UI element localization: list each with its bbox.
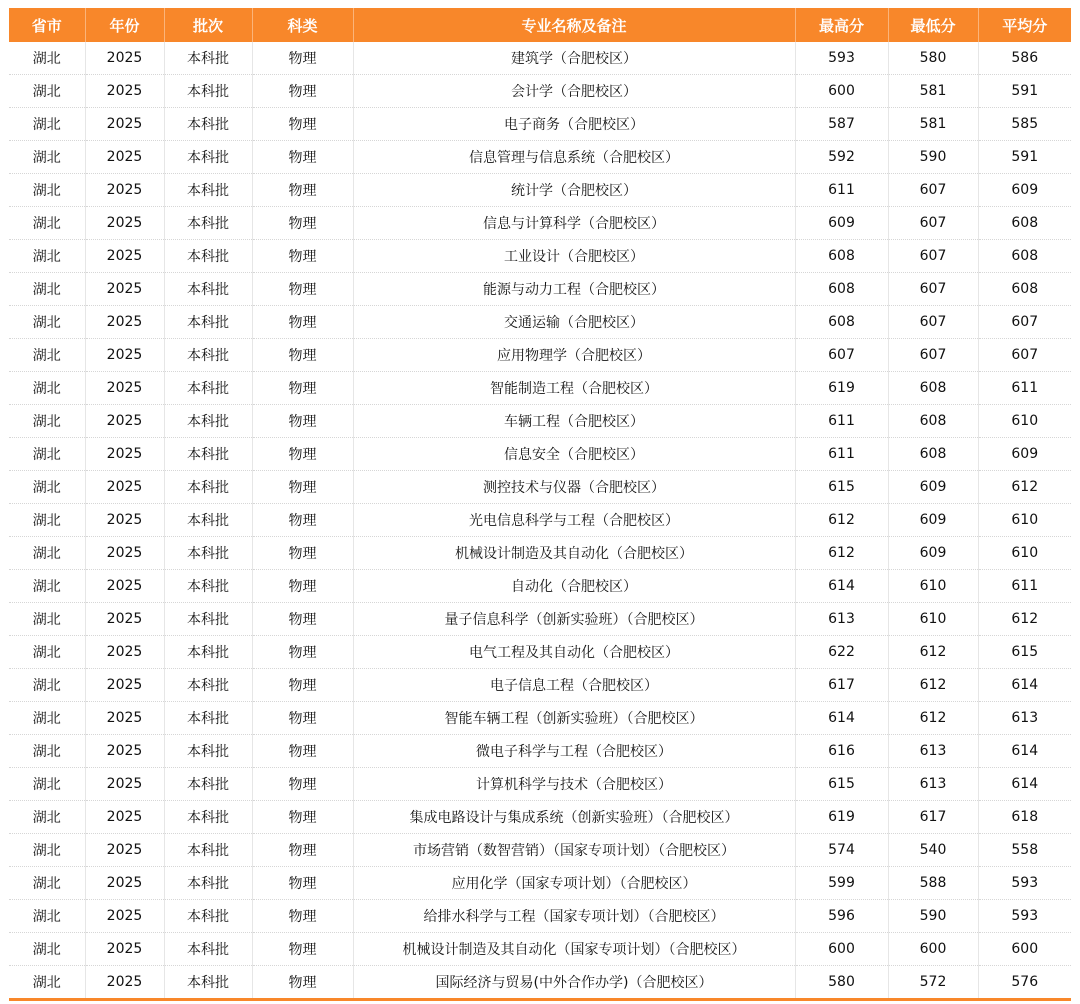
cell-batch: 本科批 <box>164 372 252 405</box>
cell-avg-score: 614 <box>978 669 1071 702</box>
table-row <box>9 240 1071 273</box>
cell-min-score: 608 <box>888 372 978 405</box>
cell-subject-type: 物理 <box>252 372 353 405</box>
cell-major-name: 交通运输（合肥校区） <box>353 306 795 339</box>
cell-min-score: 607 <box>888 240 978 273</box>
cell-min-score: 608 <box>888 438 978 471</box>
cell-province: 湖北 <box>9 669 85 702</box>
cell-major-name: 应用物理学（合肥校区） <box>353 339 795 372</box>
cell-major-name: 能源与动力工程（合肥校区） <box>353 273 795 306</box>
table-row <box>9 42 1071 75</box>
cell-avg-score: 608 <box>978 240 1071 273</box>
cell-min-score: 609 <box>888 471 978 504</box>
cell-major-name: 机械设计制造及其自动化（合肥校区） <box>353 537 795 570</box>
cell-min-score: 610 <box>888 603 978 636</box>
cell-province: 湖北 <box>9 537 85 570</box>
header-avg-score: 平均分 <box>978 8 1071 42</box>
cell-batch: 本科批 <box>164 108 252 141</box>
cell-max-score: 615 <box>795 471 888 504</box>
cell-batch: 本科批 <box>164 537 252 570</box>
cell-min-score: 609 <box>888 504 978 537</box>
cell-min-score: 581 <box>888 75 978 108</box>
cell-avg-score: 614 <box>978 768 1071 801</box>
cell-year: 2025 <box>85 702 164 735</box>
header-batch: 批次 <box>164 8 252 42</box>
cell-major-name: 智能车辆工程（创新实验班）（合肥校区） <box>353 702 795 735</box>
cell-major-name: 电子商务（合肥校区） <box>353 108 795 141</box>
table-row <box>9 372 1071 405</box>
cell-subject-type: 物理 <box>252 735 353 768</box>
cell-avg-score: 615 <box>978 636 1071 669</box>
cell-subject-type: 物理 <box>252 207 353 240</box>
cell-year: 2025 <box>85 405 164 438</box>
cell-avg-score: 609 <box>978 438 1071 471</box>
cell-major-name: 车辆工程（合肥校区） <box>353 405 795 438</box>
cell-max-score: 599 <box>795 867 888 900</box>
cell-batch: 本科批 <box>164 801 252 834</box>
cell-major-name: 测控技术与仪器（合肥校区） <box>353 471 795 504</box>
table-row <box>9 669 1071 702</box>
cell-major-name: 信息安全（合肥校区） <box>353 438 795 471</box>
cell-avg-score: 591 <box>978 75 1071 108</box>
cell-batch: 本科批 <box>164 240 252 273</box>
table-row <box>9 603 1071 636</box>
cell-max-score: 614 <box>795 570 888 603</box>
cell-batch: 本科批 <box>164 867 252 900</box>
cell-min-score: 610 <box>888 570 978 603</box>
table-row <box>9 834 1071 867</box>
cell-batch: 本科批 <box>164 207 252 240</box>
cell-major-name: 统计学（合肥校区） <box>353 174 795 207</box>
cell-batch: 本科批 <box>164 75 252 108</box>
cell-province: 湖北 <box>9 75 85 108</box>
cell-batch: 本科批 <box>164 768 252 801</box>
cell-major-name: 给排水科学与工程（国家专项计划）（合肥校区） <box>353 900 795 933</box>
cell-max-score: 611 <box>795 405 888 438</box>
cell-subject-type: 物理 <box>252 669 353 702</box>
cell-province: 湖北 <box>9 900 85 933</box>
admission-scores-table-container <box>9 8 1071 1001</box>
cell-subject-type: 物理 <box>252 306 353 339</box>
cell-subject-type: 物理 <box>252 801 353 834</box>
cell-min-score: 607 <box>888 339 978 372</box>
cell-subject-type: 物理 <box>252 834 353 867</box>
table-bottom-rule <box>9 998 1071 1001</box>
cell-subject-type: 物理 <box>252 702 353 735</box>
cell-subject-type: 物理 <box>252 42 353 75</box>
cell-major-name: 自动化（合肥校区） <box>353 570 795 603</box>
cell-year: 2025 <box>85 438 164 471</box>
cell-batch: 本科批 <box>164 273 252 306</box>
table-row <box>9 174 1071 207</box>
cell-year: 2025 <box>85 108 164 141</box>
cell-max-score: 608 <box>795 273 888 306</box>
cell-major-name: 国际经济与贸易(中外合作办学)（合肥校区） <box>353 966 795 999</box>
cell-province: 湖北 <box>9 273 85 306</box>
cell-max-score: 607 <box>795 339 888 372</box>
cell-max-score: 622 <box>795 636 888 669</box>
table-row <box>9 537 1071 570</box>
table-row <box>9 75 1071 108</box>
cell-avg-score: 593 <box>978 900 1071 933</box>
cell-major-name: 建筑学（合肥校区） <box>353 42 795 75</box>
admission-scores-table <box>9 8 1071 998</box>
cell-avg-score: 611 <box>978 570 1071 603</box>
cell-major-name: 智能制造工程（合肥校区） <box>353 372 795 405</box>
table-row <box>9 801 1071 834</box>
cell-year: 2025 <box>85 207 164 240</box>
table-row <box>9 702 1071 735</box>
cell-year: 2025 <box>85 75 164 108</box>
cell-batch: 本科批 <box>164 339 252 372</box>
cell-province: 湖北 <box>9 834 85 867</box>
cell-min-score: 540 <box>888 834 978 867</box>
cell-avg-score: 593 <box>978 867 1071 900</box>
cell-year: 2025 <box>85 174 164 207</box>
cell-avg-score: 600 <box>978 933 1071 966</box>
cell-max-score: 600 <box>795 933 888 966</box>
header-province: 省市 <box>9 8 85 42</box>
cell-avg-score: 586 <box>978 42 1071 75</box>
cell-batch: 本科批 <box>164 702 252 735</box>
cell-year: 2025 <box>85 372 164 405</box>
cell-subject-type: 物理 <box>252 636 353 669</box>
cell-province: 湖北 <box>9 768 85 801</box>
cell-min-score: 613 <box>888 768 978 801</box>
table-body <box>9 42 1071 998</box>
cell-max-score: 617 <box>795 669 888 702</box>
table-row <box>9 471 1071 504</box>
cell-max-score: 619 <box>795 372 888 405</box>
cell-province: 湖北 <box>9 603 85 636</box>
cell-batch: 本科批 <box>164 966 252 999</box>
cell-province: 湖北 <box>9 438 85 471</box>
cell-min-score: 608 <box>888 405 978 438</box>
cell-batch: 本科批 <box>164 405 252 438</box>
cell-major-name: 会计学（合肥校区） <box>353 75 795 108</box>
cell-min-score: 580 <box>888 42 978 75</box>
cell-major-name: 应用化学（国家专项计划）（合肥校区） <box>353 867 795 900</box>
cell-avg-score: 609 <box>978 174 1071 207</box>
cell-year: 2025 <box>85 834 164 867</box>
cell-subject-type: 物理 <box>252 933 353 966</box>
cell-max-score: 615 <box>795 768 888 801</box>
cell-province: 湖北 <box>9 240 85 273</box>
cell-subject-type: 物理 <box>252 273 353 306</box>
cell-subject-type: 物理 <box>252 141 353 174</box>
cell-max-score: 619 <box>795 801 888 834</box>
cell-min-score: 612 <box>888 702 978 735</box>
cell-province: 湖北 <box>9 141 85 174</box>
cell-subject-type: 物理 <box>252 768 353 801</box>
cell-year: 2025 <box>85 768 164 801</box>
cell-avg-score: 612 <box>978 603 1071 636</box>
table-row <box>9 438 1071 471</box>
cell-avg-score: 585 <box>978 108 1071 141</box>
cell-min-score: 607 <box>888 306 978 339</box>
cell-major-name: 电子信息工程（合肥校区） <box>353 669 795 702</box>
cell-max-score: 611 <box>795 438 888 471</box>
cell-avg-score: 611 <box>978 372 1071 405</box>
cell-batch: 本科批 <box>164 141 252 174</box>
cell-avg-score: 558 <box>978 834 1071 867</box>
cell-subject-type: 物理 <box>252 438 353 471</box>
cell-subject-type: 物理 <box>252 405 353 438</box>
cell-subject-type: 物理 <box>252 900 353 933</box>
cell-max-score: 612 <box>795 537 888 570</box>
header-row <box>9 8 1071 42</box>
cell-year: 2025 <box>85 339 164 372</box>
cell-province: 湖北 <box>9 372 85 405</box>
cell-province: 湖北 <box>9 735 85 768</box>
cell-avg-score: 614 <box>978 735 1071 768</box>
cell-max-score: 608 <box>795 240 888 273</box>
cell-province: 湖北 <box>9 471 85 504</box>
table-row <box>9 867 1071 900</box>
cell-avg-score: 613 <box>978 702 1071 735</box>
cell-min-score: 617 <box>888 801 978 834</box>
table-row <box>9 735 1071 768</box>
cell-min-score: 590 <box>888 900 978 933</box>
cell-batch: 本科批 <box>164 570 252 603</box>
cell-avg-score: 607 <box>978 339 1071 372</box>
cell-avg-score: 612 <box>978 471 1071 504</box>
cell-avg-score: 591 <box>978 141 1071 174</box>
table-row <box>9 768 1071 801</box>
cell-major-name: 信息管理与信息系统（合肥校区） <box>353 141 795 174</box>
cell-year: 2025 <box>85 735 164 768</box>
cell-max-score: 592 <box>795 141 888 174</box>
cell-subject-type: 物理 <box>252 603 353 636</box>
table-row <box>9 966 1071 999</box>
cell-max-score: 609 <box>795 207 888 240</box>
cell-major-name: 机械设计制造及其自动化（国家专项计划）（合肥校区） <box>353 933 795 966</box>
cell-avg-score: 610 <box>978 537 1071 570</box>
cell-max-score: 613 <box>795 603 888 636</box>
cell-batch: 本科批 <box>164 504 252 537</box>
header-year: 年份 <box>85 8 164 42</box>
cell-province: 湖北 <box>9 504 85 537</box>
cell-province: 湖北 <box>9 339 85 372</box>
cell-subject-type: 物理 <box>252 504 353 537</box>
cell-province: 湖北 <box>9 966 85 999</box>
cell-major-name: 工业设计（合肥校区） <box>353 240 795 273</box>
cell-province: 湖北 <box>9 207 85 240</box>
cell-subject-type: 物理 <box>252 537 353 570</box>
cell-min-score: 600 <box>888 933 978 966</box>
cell-major-name: 微电子科学与工程（合肥校区） <box>353 735 795 768</box>
cell-min-score: 607 <box>888 174 978 207</box>
table-header <box>9 8 1071 42</box>
cell-batch: 本科批 <box>164 42 252 75</box>
cell-year: 2025 <box>85 603 164 636</box>
cell-year: 2025 <box>85 42 164 75</box>
cell-batch: 本科批 <box>164 438 252 471</box>
table-row <box>9 339 1071 372</box>
cell-subject-type: 物理 <box>252 966 353 999</box>
cell-batch: 本科批 <box>164 933 252 966</box>
cell-province: 湖北 <box>9 636 85 669</box>
cell-max-score: 580 <box>795 966 888 999</box>
table-row <box>9 405 1071 438</box>
cell-subject-type: 物理 <box>252 108 353 141</box>
cell-batch: 本科批 <box>164 735 252 768</box>
cell-province: 湖北 <box>9 174 85 207</box>
cell-year: 2025 <box>85 636 164 669</box>
cell-avg-score: 618 <box>978 801 1071 834</box>
cell-min-score: 588 <box>888 867 978 900</box>
cell-batch: 本科批 <box>164 471 252 504</box>
table-row <box>9 900 1071 933</box>
cell-max-score: 612 <box>795 504 888 537</box>
cell-subject-type: 物理 <box>252 174 353 207</box>
cell-max-score: 616 <box>795 735 888 768</box>
cell-max-score: 596 <box>795 900 888 933</box>
cell-min-score: 607 <box>888 273 978 306</box>
cell-year: 2025 <box>85 504 164 537</box>
cell-province: 湖北 <box>9 405 85 438</box>
table-row <box>9 207 1071 240</box>
cell-avg-score: 576 <box>1011 974 1039 990</box>
table-row <box>9 141 1071 174</box>
cell-year: 2025 <box>85 570 164 603</box>
cell-batch: 本科批 <box>164 636 252 669</box>
header-min-score: 最低分 <box>888 8 978 42</box>
cell-major-name: 计算机科学与技术（合肥校区） <box>353 768 795 801</box>
cell-subject-type: 物理 <box>252 471 353 504</box>
cell-year: 2025 <box>85 537 164 570</box>
cell-batch: 本科批 <box>164 603 252 636</box>
cell-year: 2025 <box>85 240 164 273</box>
cell-year: 2025 <box>85 471 164 504</box>
cell-max-score: 611 <box>795 174 888 207</box>
cell-year: 2025 <box>85 669 164 702</box>
cell-min-score: 590 <box>888 141 978 174</box>
cell-major-name: 市场营销（数智营销）（国家专项计划）（合肥校区） <box>353 834 795 867</box>
cell-major-name: 信息与计算科学（合肥校区） <box>353 207 795 240</box>
cell-avg-score: 610 <box>978 504 1071 537</box>
cell-year: 2025 <box>85 867 164 900</box>
cell-year: 2025 <box>85 141 164 174</box>
cell-max-score: 608 <box>795 306 888 339</box>
cell-subject-type: 物理 <box>252 570 353 603</box>
cell-avg-score: 608 <box>978 207 1071 240</box>
cell-subject-type: 物理 <box>252 339 353 372</box>
cell-max-score: 587 <box>795 108 888 141</box>
cell-year: 2025 <box>85 801 164 834</box>
table-row <box>9 306 1071 339</box>
cell-max-score: 593 <box>795 42 888 75</box>
cell-min-score: 613 <box>888 735 978 768</box>
cell-min-score: 609 <box>888 537 978 570</box>
header-subject-type: 科类 <box>252 8 353 42</box>
cell-batch: 本科批 <box>164 174 252 207</box>
cell-year: 2025 <box>85 966 164 999</box>
cell-major-name: 电气工程及其自动化（合肥校区） <box>353 636 795 669</box>
table-row <box>9 273 1071 306</box>
cell-year: 2025 <box>85 273 164 306</box>
cell-batch: 本科批 <box>164 834 252 867</box>
cell-avg-score: 608 <box>978 273 1071 306</box>
table-row <box>9 570 1071 603</box>
cell-subject-type: 物理 <box>252 75 353 108</box>
cell-avg-score: 607 <box>978 306 1071 339</box>
cell-province: 湖北 <box>9 801 85 834</box>
cell-avg-score: 610 <box>978 405 1071 438</box>
cell-max-score: 600 <box>795 75 888 108</box>
header-max-score: 最高分 <box>795 8 888 42</box>
table-row <box>9 636 1071 669</box>
cell-year: 2025 <box>85 933 164 966</box>
cell-min-score: 572 <box>888 966 978 999</box>
cell-province: 湖北 <box>9 702 85 735</box>
table-row <box>9 933 1071 966</box>
cell-province: 湖北 <box>9 42 85 75</box>
cell-min-score: 612 <box>888 636 978 669</box>
cell-major-name: 集成电路设计与集成系统（创新实验班）（合肥校区） <box>353 801 795 834</box>
cell-min-score: 612 <box>888 669 978 702</box>
cell-year: 2025 <box>85 306 164 339</box>
cell-min-score: 581 <box>888 108 978 141</box>
cell-max-score: 614 <box>795 702 888 735</box>
cell-province: 湖北 <box>9 570 85 603</box>
cell-batch: 本科批 <box>164 306 252 339</box>
cell-max-score: 574 <box>795 834 888 867</box>
cell-major-name: 光电信息科学与工程（合肥校区） <box>353 504 795 537</box>
header-major-name: 专业名称及备注 <box>353 8 795 42</box>
table-row <box>9 504 1071 537</box>
cell-province: 湖北 <box>9 306 85 339</box>
cell-batch: 本科批 <box>164 900 252 933</box>
cell-major-name: 量子信息科学（创新实验班）（合肥校区） <box>353 603 795 636</box>
cell-province: 湖北 <box>9 867 85 900</box>
table-row <box>9 108 1071 141</box>
cell-province: 湖北 <box>9 933 85 966</box>
cell-subject-type: 物理 <box>252 867 353 900</box>
cell-year: 2025 <box>85 900 164 933</box>
cell-province: 湖北 <box>9 108 85 141</box>
cell-min-score: 607 <box>888 207 978 240</box>
cell-batch: 本科批 <box>164 669 252 702</box>
cell-subject-type: 物理 <box>252 240 353 273</box>
